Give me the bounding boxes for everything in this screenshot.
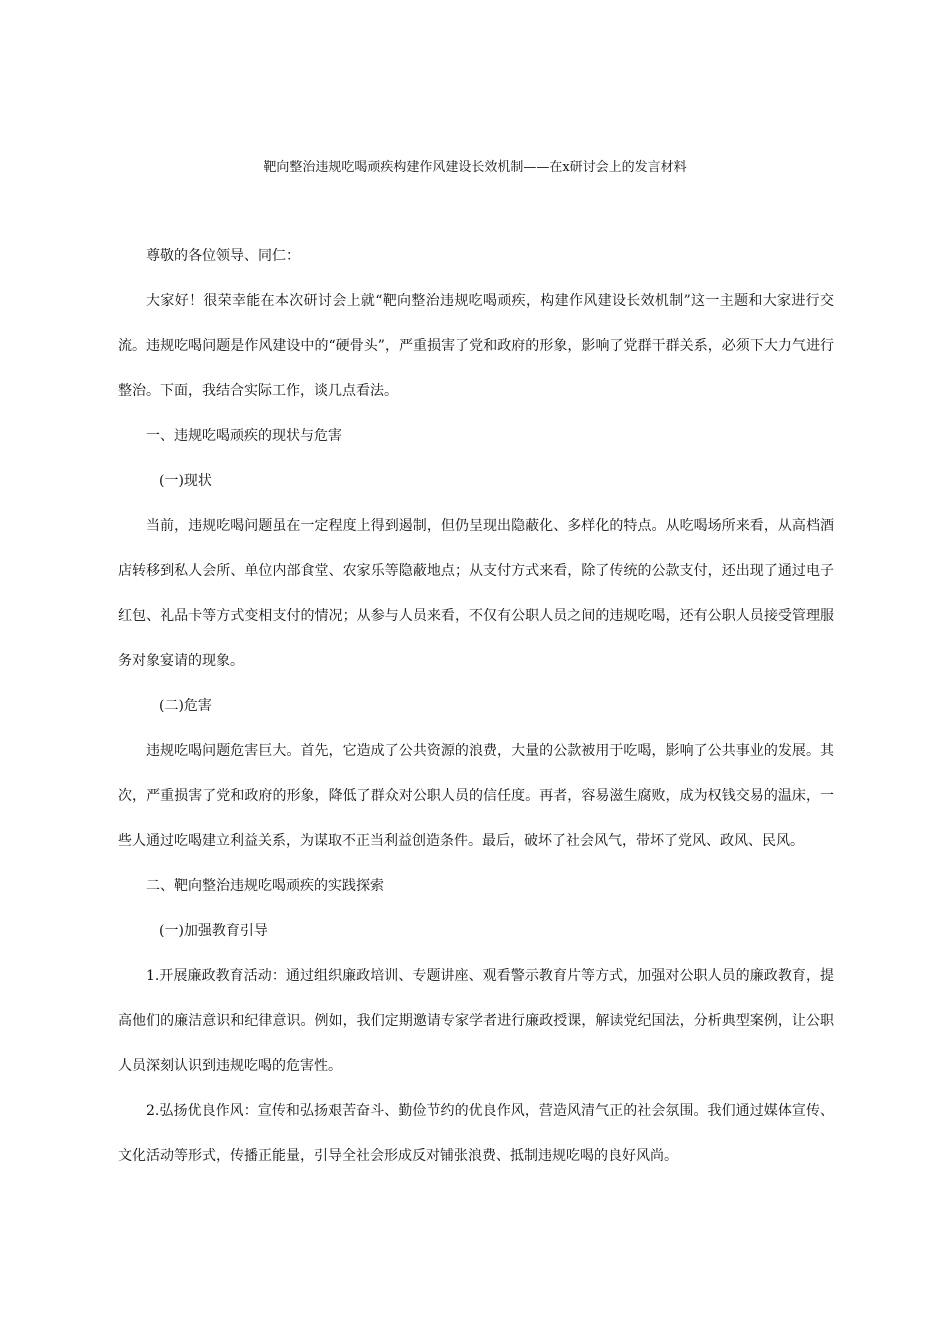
section-heading-1: 一、违规吃喝顽疾的现状与危害 bbox=[146, 428, 342, 444]
subheading-harm: (二)危害 bbox=[159, 698, 212, 714]
salutation-paragraph: 尊敬的各位领导、同仁： bbox=[146, 248, 300, 264]
subheading-status: (一)现状 bbox=[159, 473, 212, 489]
harm-paragraph: 违规吃喝问题危害巨大。首先，它造成了公共资源的浪费，大量的公款被用于吃喝，影响了公共事业的发展。其次，严重损害了党和政府的形象，降低了群众对公职人员的信任度。再者，容易滋生腐败，成为权钱交易的温床，一些人通过吃喝建立利益关系，为谋取不正当利益创造条件。最后，破坏了社会风气，带坏了党风、政风、民风。 bbox=[118, 743, 834, 849]
subheading-education: (一)加强教育引导 bbox=[159, 923, 268, 939]
document-body bbox=[118, 234, 834, 1179]
list-item-1: 1.开展廉政教育活动：通过组织廉政培训、专题讲座、观看警示教育片等方式，加强对公职人员的廉政教育，提高他们的廉洁意识和纪律意识。例如，我们定期邀请专家学者进行廉政授课，解读党纪国法，分析典型案例，让公职人员深刻认识到违规吃喝的危害性。 bbox=[118, 968, 834, 1074]
document-title: 靶向整治违规吃喝顽疾构建作风建设长效机制——在x研讨会上的发言材料 bbox=[263, 160, 687, 175]
status-paragraph: 当前，违规吃喝问题虽在一定程度上得到遏制，但仍呈现出隐蔽化、多样化的特点。从吃喝场所来看，从高档酒店转移到私人会所、单位内部食堂、农家乐等隐蔽地点；从支付方式来看，除了传统的公款支付，还出现了通过电子红包、礼品卡等方式变相支付的情况；从参与人员来看，不仅有公职人员之间的违规吃喝，还有公职人员接受管理服务对象宴请的现象。 bbox=[118, 518, 834, 669]
intro-paragraph: 大家好！很荣幸能在本次研讨会上就“靶向整治违规吃喝顽疾，构建作风建设长效机制”这一主题和大家进行交流。违规吃喝问题是作风建设中的“硬骨头”，严重损害了党和政府的形象，影响了党群干群关系，必须下大力气进行整治。下面，我结合实际工作，谈几点看法。 bbox=[118, 293, 834, 399]
list-item-2: 2.弘扬优良作风：宣传和弘扬艰苦奋斗、勤俭节约的优良作风，营造风清气正的社会氛围。我们通过媒体宣传、文化活动等形式，传播正能量，引导全社会形成反对铺张浪费、抵制违规吃喝的良好风尚。 bbox=[118, 1103, 834, 1164]
section-heading-2: 二、靶向整治违规吃喝顽疾的实践探索 bbox=[146, 878, 384, 894]
